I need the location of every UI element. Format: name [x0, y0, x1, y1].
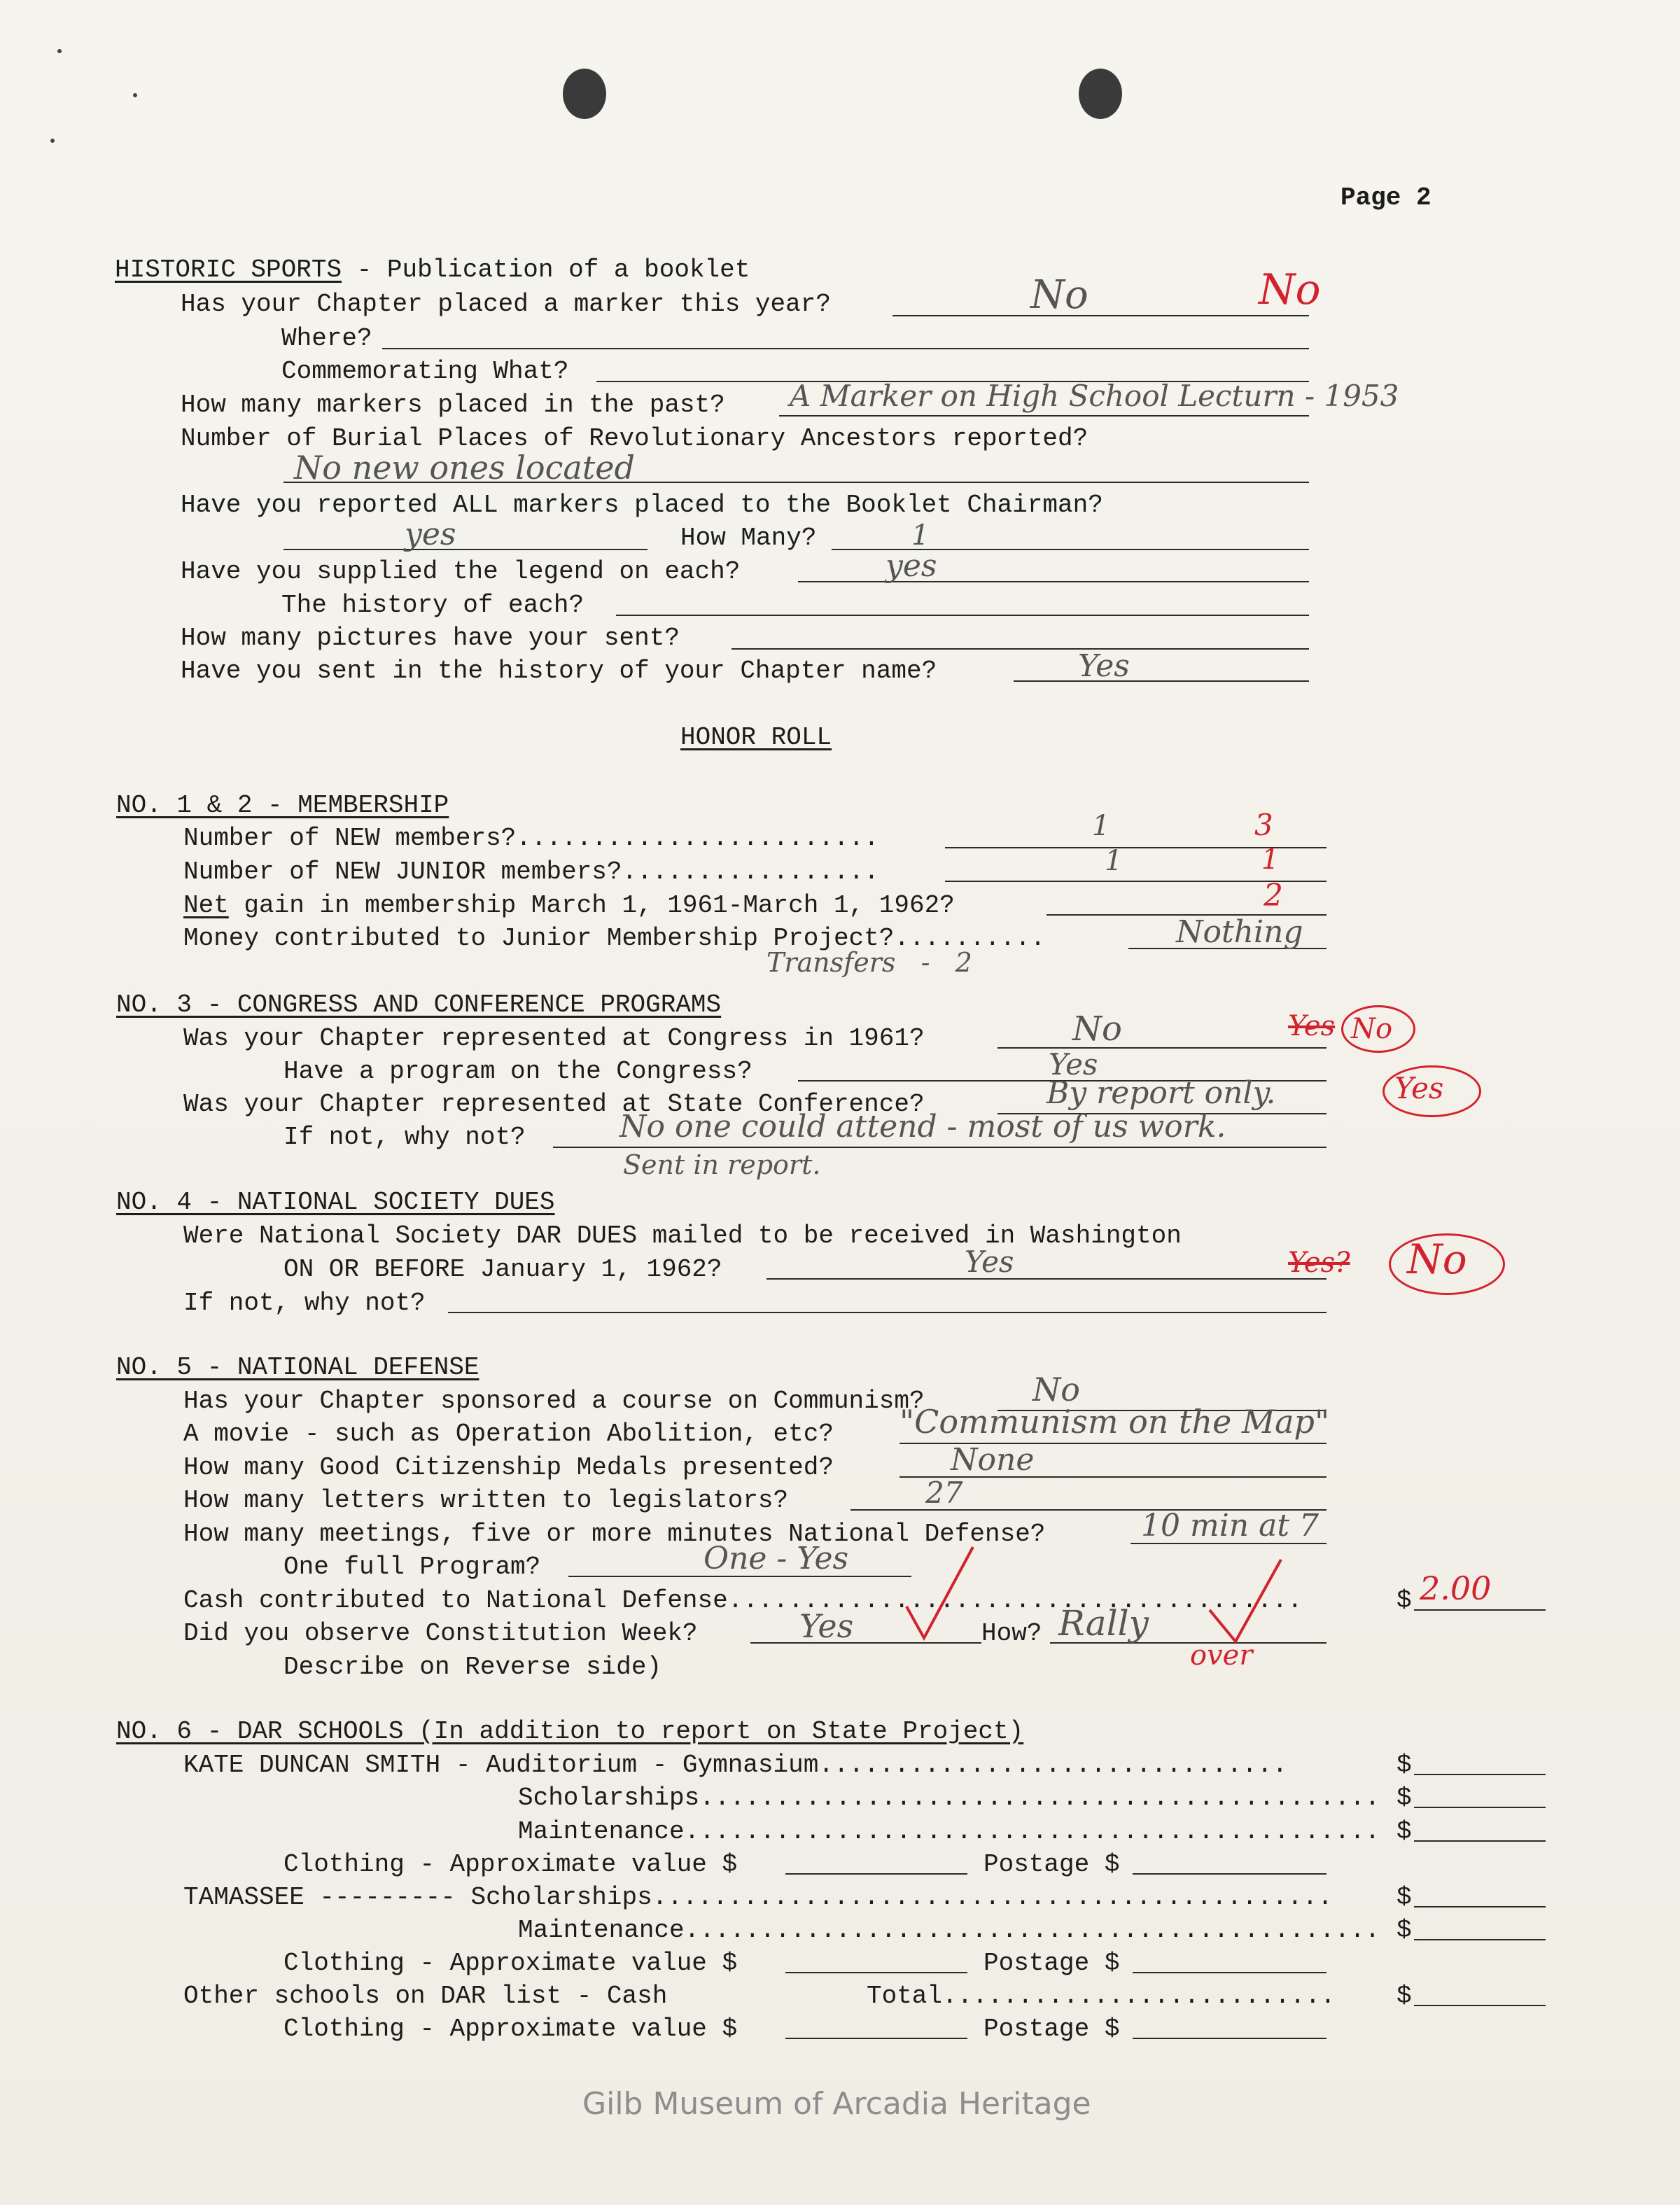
q-commemorating: Commemorating What? — [281, 357, 569, 386]
section-heading-membership: NO. 1 & 2 - MEMBERSHIP — [116, 791, 449, 820]
answer-how-many: 1 — [911, 519, 930, 552]
answer-line — [1014, 680, 1309, 682]
dollar-sign: $ — [1396, 1817, 1412, 1846]
answer-new-red: 3 — [1254, 808, 1273, 842]
q-medals: How many Good Citizenship Medals presented? — [183, 1453, 834, 1482]
answer-line — [1414, 1774, 1546, 1775]
q-net-gain: Net gain in membership March 1, 1961-March 1, 1962? — [183, 891, 955, 920]
q-constitution-week: Did you observe Constitution Week? — [183, 1619, 698, 1648]
speck — [57, 49, 62, 53]
answer-congress-struck: Yes — [1288, 1010, 1336, 1042]
answer-state-red: Yes — [1394, 1071, 1444, 1105]
answer-sent-report: Sent in report. — [623, 1149, 821, 1180]
answer-line — [779, 415, 1309, 416]
answer-why-not: No one could attend - most of us work. — [620, 1109, 1226, 1144]
dollar-sign: $ — [1396, 1883, 1412, 1912]
answer-line — [766, 1278, 1326, 1280]
section-heading-congress: NO. 3 - CONGRESS AND CONFERENCE PROGRAMS — [116, 990, 722, 1019]
q-describe: Describe on Reverse side) — [284, 1653, 662, 1681]
answer-letters: 27 — [925, 1476, 963, 1510]
museum-watermark: Gilb Museum of Arcadia Heritage — [582, 2086, 1091, 2122]
q-course-communism: Has your Chapter sponsored a course on Communism? — [183, 1387, 925, 1415]
answer-burial: No new ones located — [294, 449, 635, 486]
answer-over: over — [1190, 1639, 1253, 1672]
answer-line — [382, 348, 1309, 349]
q-congress-represented: Was your Chapter represented at Congress in 1961? — [183, 1024, 925, 1053]
q-state-conference: Was your Chapter represented at State Conference? — [183, 1090, 925, 1119]
answer-marker-ink: No — [1030, 272, 1088, 318]
section-heading-defense: NO. 5 - NATIONAL DEFENSE — [116, 1353, 479, 1382]
answer-meetings: 10 min at 7 — [1141, 1508, 1319, 1544]
answer-course: No — [1032, 1371, 1080, 1408]
answer-line — [284, 549, 648, 550]
red-check-mark — [903, 1540, 980, 1645]
tamassee-clothing: Clothing - Approximate value $ — [284, 1949, 738, 1977]
answer-line — [997, 1047, 1326, 1049]
q-reported-all: Have you reported ALL markers placed to the Booklet Chairman? — [181, 491, 1103, 519]
answer-dues-struck: Yes? — [1288, 1247, 1350, 1279]
binder-hole-right — [1079, 69, 1122, 119]
tamassee-maintenance: Maintenance.............................................. — [518, 1916, 1380, 1945]
q-how-many: How Many? — [680, 524, 817, 552]
q-pictures: How many pictures have your sent? — [181, 624, 680, 652]
answer-line — [798, 581, 1309, 582]
answer-how: Rally — [1058, 1603, 1149, 1644]
q-why-not-dues: If not, why not? — [183, 1289, 426, 1317]
q-congress-program: Have a program on the Congress? — [284, 1057, 752, 1086]
dollar-sign: $ — [1396, 1751, 1412, 1779]
kds-maintenance: Maintenance.............................................. — [518, 1817, 1380, 1846]
speck — [50, 139, 55, 143]
red-check-mark — [1204, 1554, 1288, 1652]
answer-junior-ink: 1 — [1105, 845, 1123, 877]
answer-dues-ink: Yes — [965, 1245, 1014, 1279]
dollar-sign: $ — [1396, 1784, 1412, 1812]
answer-program: Yes — [1049, 1047, 1098, 1082]
answer-congress-red: No — [1351, 1013, 1393, 1045]
tamassee-scholarships: TAMASSEE --------- Scholarships............................................. — [183, 1883, 1333, 1912]
q-markers-past: How many markers placed in the past? — [181, 391, 725, 419]
other-postage: Postage $ — [983, 2015, 1120, 2043]
answer-line — [1414, 1939, 1546, 1940]
answer-reported-all: yes — [405, 517, 456, 552]
answer-constitution: Yes — [799, 1607, 854, 1645]
q-dues-mailed: Were National Society DAR DUES mailed to be received in Washington — [183, 1222, 1182, 1250]
dollar-sign: $ — [1396, 1586, 1412, 1615]
answer-line — [1414, 1906, 1546, 1907]
other-schools-total: Total.......................... — [867, 1982, 1336, 2010]
answer-line — [1414, 1840, 1546, 1842]
answer-line — [1133, 1873, 1326, 1875]
speck — [133, 93, 137, 97]
answer-congress-ink: No — [1072, 1009, 1122, 1049]
q-meetings: How many meetings, five or more minutes National Defense? — [183, 1520, 1046, 1548]
answer-net-red: 2 — [1264, 878, 1283, 913]
answer-markers-past: A Marker on High School Lecturn - 1953 — [790, 379, 1399, 413]
answer-line — [732, 648, 1309, 650]
answer-line — [1414, 1807, 1546, 1808]
answer-line — [785, 2038, 967, 2039]
binder-hole-left — [563, 69, 606, 119]
answer-state-ink: By report only. — [1046, 1075, 1276, 1111]
answer-line — [785, 1972, 967, 1973]
answer-medals: None — [951, 1442, 1035, 1478]
q-new-members: Number of NEW members?........................ — [183, 824, 879, 853]
answer-line — [448, 1312, 1326, 1313]
q-history-each: The history of each? — [281, 591, 584, 620]
answer-line — [1133, 2038, 1326, 2039]
answer-new-ink: 1 — [1092, 810, 1110, 842]
dollar-sign: $ — [1396, 1916, 1412, 1945]
answer-junior-red: 1 — [1261, 844, 1280, 876]
answer-line — [1414, 2005, 1546, 2006]
other-schools-cash: Other schools on DAR list - Cash — [183, 1982, 668, 2010]
kate-duncan-smith-auditorium: KATE DUNCAN SMITH - Auditorium - Gymnasium............................... — [183, 1751, 1288, 1779]
q-new-junior: Number of NEW JUNIOR members?................. — [183, 858, 879, 886]
answer-dues-red: No — [1407, 1236, 1467, 1283]
q-chapter-name: Have you sent in the history of your Chapter name? — [181, 657, 937, 685]
q-marker-this-year: Has your Chapter placed a marker this year? — [181, 290, 831, 318]
section-heading-dues: NO. 4 - NATIONAL SOCIETY DUES — [116, 1188, 555, 1217]
answer-line — [1133, 1972, 1326, 1973]
q-cash-defense: Cash contributed to National Defense...................................... — [183, 1586, 1303, 1615]
q-where: Where? — [281, 324, 372, 353]
q-money-junior: Money contributed to Junior Membership Project?.......... — [183, 924, 1046, 953]
answer-line — [553, 1147, 1326, 1148]
answer-line — [616, 615, 1309, 616]
answer-money: Nothing — [1176, 914, 1303, 950]
q-movie: A movie - such as Operation Abolition, etc? — [183, 1420, 834, 1448]
q-letters: How many letters written to legislators? — [183, 1486, 789, 1515]
dollar-sign: $ — [1396, 1982, 1412, 2010]
kds-postage: Postage $ — [983, 1850, 1120, 1879]
page-number: Page 2 — [1340, 183, 1432, 212]
q-how: How? — [981, 1619, 1042, 1648]
answer-full-program: One - Yes — [704, 1541, 849, 1576]
answer-line — [785, 1873, 967, 1875]
section-heading-schools: NO. 6 - DAR SCHOOLS (In addition to report on State Project) — [116, 1717, 1024, 1746]
q-dues-before: ON OR BEFORE January 1, 1962? — [284, 1255, 722, 1284]
q-why-not-congress: If not, why not? — [284, 1123, 526, 1152]
honor-roll-title: HONOR ROLL — [680, 723, 832, 752]
answer-legend: yes — [886, 548, 937, 584]
q-legend: Have you supplied the legend on each? — [181, 557, 741, 586]
q-burial-places: Number of Burial Places of Revolutionary Ancestors reported? — [181, 424, 1088, 453]
kds-clothing: Clothing - Approximate value $ — [284, 1850, 738, 1879]
answer-cash: 2.00 — [1420, 1569, 1492, 1607]
answer-movie: "Communism on the Map" — [899, 1403, 1330, 1441]
section-heading-historic-sports: HISTORIC SPORTS - Publication of a booklet — [115, 255, 750, 284]
answer-transfers: Transfers - 2 — [766, 947, 972, 978]
answer-line — [1414, 1609, 1546, 1611]
answer-marker-red: No — [1259, 265, 1321, 314]
answer-line — [892, 315, 1309, 316]
tamassee-postage: Postage $ — [983, 1949, 1120, 1977]
kds-scholarships: Scholarships............................................. — [518, 1784, 1380, 1812]
other-clothing: Clothing - Approximate value $ — [284, 2015, 738, 2043]
answer-chapter-name: Yes — [1078, 648, 1130, 684]
q-full-program: One full Program? — [284, 1553, 541, 1581]
